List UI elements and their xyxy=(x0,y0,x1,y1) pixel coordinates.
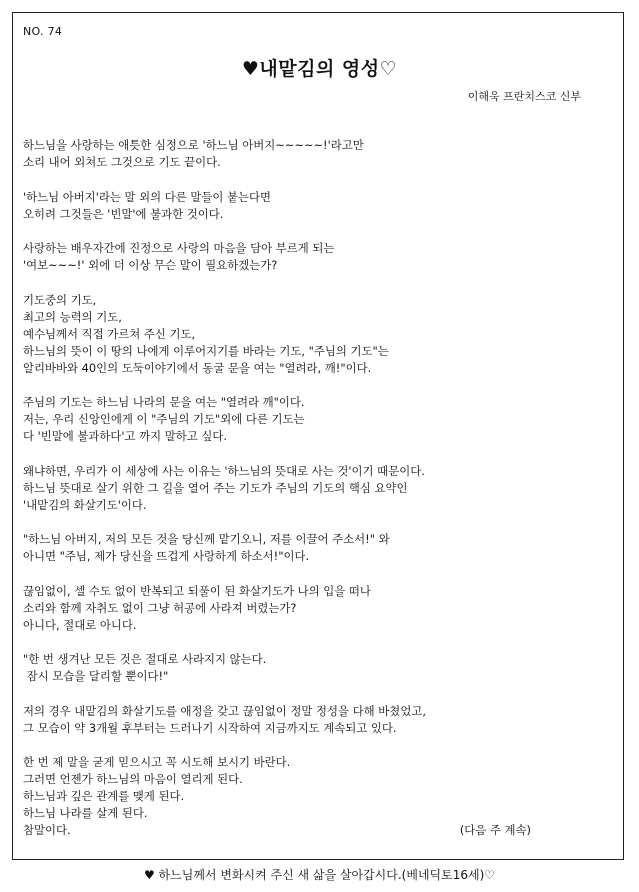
page-title: ♥내맡김의 영성♡ xyxy=(241,58,398,80)
text-line: 소리와 함께 자취도 없이 그냥 허공에 사라져 버렸는가? xyxy=(23,600,297,615)
text-line: 하느님을 사랑하는 애틋한 심정으로 '하느님 아버지~~~~~!'라고만 xyxy=(23,138,364,152)
paragraph-3 xyxy=(23,240,593,274)
text-line: 하느님의 뜻이 이 땅의 나에게 이루어지기를 바라는 기도, "주님의 기도"는 xyxy=(23,343,389,358)
text-line: "하느님 아버지, 저의 모든 것을 당신께 맡기오니, 저를 이끌어 주소서!" 와 xyxy=(23,532,390,546)
paragraph-9-quote xyxy=(23,651,593,685)
text-line: 다 '빈말에 불과하다'고 까지 말하고 싶다. xyxy=(23,429,228,443)
text-line: '여보~~~!' 외에 더 이상 무슨 말이 필요하겠는가? xyxy=(23,258,278,272)
text-line: 저는, 우리 신앙인에게 이 "주님의 기도"외에 다른 기도는 xyxy=(23,412,305,426)
text-line: 아니다, 절대로 아니다. xyxy=(23,617,137,632)
paragraph-1 xyxy=(23,137,593,171)
paragraph-2 xyxy=(23,189,593,223)
text-line: 저의 경우 내맡김의 화살기도를 애정을 갖고 끊임없이 정말 정성을 다해 바쳤었고, xyxy=(23,703,426,718)
text-line: 하느님 뜻대로 살기 위한 그 길을 열어 주는 기도가 주님의 기도의 핵심 요약인 xyxy=(23,480,408,495)
footer-quote: ♥ 하느님께서 변화시켜 주신 새 삶을 살아갑시다.(베네딕토16세)♡ xyxy=(143,868,496,882)
text-line: 주님의 기도는 하느님 나라의 문을 여는 "열려라 깨"이다. xyxy=(23,395,305,409)
issue-number: NO. 74 xyxy=(23,25,63,38)
text-line: '하느님 아버지'라는 말 외의 다른 말들이 붙는다면 xyxy=(23,189,272,204)
text-line: '내맡김의 화살기도'이다. xyxy=(23,497,147,512)
text-line: 한 번 제 말을 굳게 믿으시고 꼭 시도해 보시기 바란다. xyxy=(23,755,291,769)
paragraph-10 xyxy=(23,703,593,737)
article-body xyxy=(23,137,593,839)
paragraph-5 xyxy=(23,394,593,445)
closing-line: 참말이다. xyxy=(23,823,71,837)
text-line: 기도중의 기도, xyxy=(23,292,97,307)
text-line: 아니면 "주님, 제가 당신을 뜨겁게 사랑하게 하소서!"이다. xyxy=(23,549,310,563)
text-line: 오히려 그것들은 '빈말'에 불과한 것이다. xyxy=(23,206,224,221)
text-line: 끊임없이, 셀 수도 없이 반복되고 되풀이 된 화살기도가 나의 입을 떠나 xyxy=(23,583,371,598)
text-line: 알리바바와 40인의 도둑이야기에서 동굴 문을 여는 "열려라, 깨!"이다. xyxy=(23,360,372,375)
text-line: 잠시 모습을 달리할 뿐이다!" xyxy=(23,669,169,683)
text-line: 하느님과 깊은 관계를 맺게 된다. xyxy=(23,789,185,803)
paragraph-7 xyxy=(23,531,593,565)
paragraph-11 xyxy=(23,754,593,839)
text-line: 그 모습이 약 3개월 후부터는 드러나기 시작하여 지금까지도 계속되고 있다. xyxy=(23,720,397,735)
continued-note: (다음 주 계속) xyxy=(459,823,531,837)
paragraph-8 xyxy=(23,583,593,634)
author-byline: 이해욱 프란치스코 신부 xyxy=(467,90,581,103)
text-line: 최고의 능력의 기도, xyxy=(23,309,122,324)
text-line: 그러면 언젠가 하느님의 마음이 열리게 된다. xyxy=(23,772,243,786)
text-line: 사랑하는 배우자간에 진정으로 사랑의 마음을 담아 부르게 되는 xyxy=(23,241,335,255)
text-line: 예수님께서 직접 가르쳐 주신 기도, xyxy=(23,326,196,341)
text-line: 소리 내어 외쳐도 그것으로 기도 끝이다. xyxy=(23,155,221,169)
paragraph-6 xyxy=(23,463,593,514)
text-line: "한 번 생겨난 모든 것은 절대로 사라지지 않는다. xyxy=(23,652,267,666)
text-line: 하느님 나라를 살게 된다. xyxy=(23,806,148,820)
text-line: 왜냐하면, 우리가 이 세상에 사는 이유는 '하느님의 뜻대로 사는 것'이기 때문이다. xyxy=(23,463,425,478)
paragraph-4 xyxy=(23,292,593,377)
closing-row xyxy=(23,822,593,839)
